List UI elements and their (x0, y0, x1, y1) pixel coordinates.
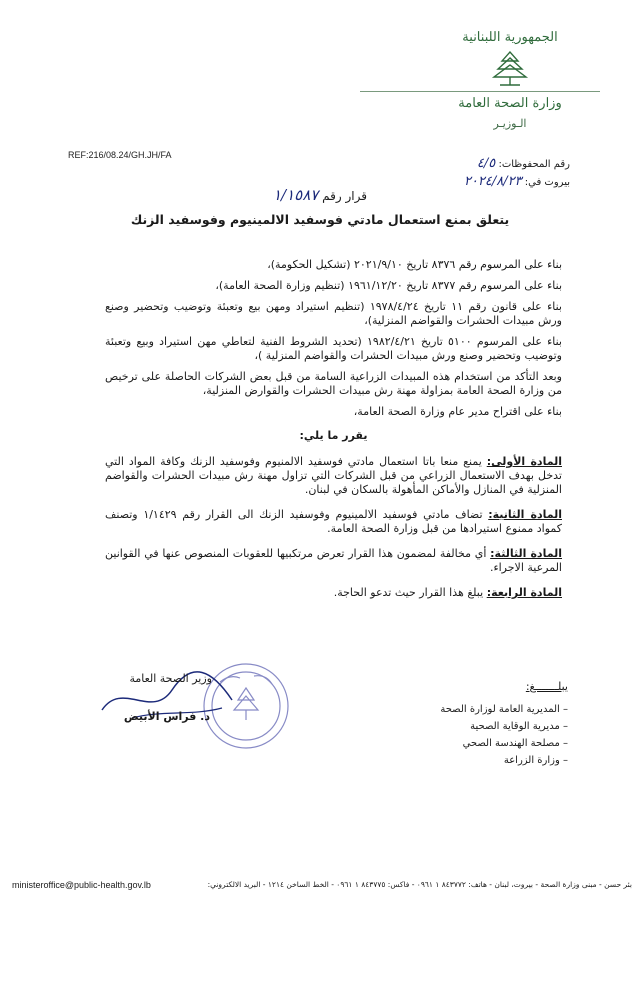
article-title: المادة الثانية: (488, 508, 562, 521)
preamble-clause: بناء على اقتراح مدير عام وزارة الصحة العامة، (353, 405, 562, 418)
decision-number (0, 186, 640, 204)
article-text: يمنع منعا باتا استعمال مادتي فوسفيد الالمنيوم وفوسفيد الزنك وكافة المواد التي تدخل بهدف الاستعمال الزراعي من قبل الشركات التي تزاول مهنة رش مبيدات الحشرات والقواضم المنزلية في المنازل والأماكن المأهولة بالسكان في لبنان. (105, 455, 562, 496)
date-value: ٢٠٢٤/٨/٢٣ (463, 174, 522, 189)
article-text: أي مخالفة لمضمون هذا القرار تعرض مرتكبيها للعقوبات المنصوص عنها في القوانين المرعية الاجراء. (105, 547, 562, 574)
article-text: يبلغ هذا القرار حيث تدعو الحاجة. (333, 586, 487, 599)
letterhead-rule (360, 91, 600, 92)
distribution-item: – مديرية الوقاية الصحية (440, 718, 568, 735)
archive-value: ٤/٥ (476, 156, 496, 171)
article-title: المادة الثالثة: (490, 547, 562, 560)
article (105, 455, 562, 497)
letterhead (420, 30, 600, 130)
article-title: المادة الأولى: (486, 455, 562, 468)
preamble-clause: بناء على المرسوم ٥١٠٠ تاريخ ١٩٨٢/٤/٢١ (تحديد الشروط الفنية لتعاطي مهن استيراد وبيع وتعبئة وتوضيب وتحضير وصنع ورش مبيدات الحشرات والقواضم المنزلية )، (105, 335, 562, 362)
date-label: بيروت في: (524, 177, 570, 188)
decides-heading: يقرر ما يلي: (299, 429, 368, 442)
distribution-item: – وزارة الزراعة (440, 752, 568, 769)
decision-number-value: ١/١٥٨٧ (273, 186, 319, 204)
preamble-clause: بناء على المرسوم رقم ٨٣٧٦ تاريخ ٢٠٢١/٩/١٠ (تشكيل الحكومة)، (267, 258, 562, 271)
signatory-title: وزير الصحة العامة (129, 672, 212, 685)
distribution-item: – المديرية العامة لوزارة الصحة (440, 701, 568, 718)
preamble-clause: بناء على المرسوم رقم ٨٣٧٧ تاريخ ١٩٦١/١٢/٢٠ (تنظيم وزارة الصحة العامة)، (215, 279, 562, 292)
signatory-name: د. فراس الأبيض (123, 710, 210, 723)
reference-number: REF:216/08.24/GH.JH/FA (68, 150, 172, 160)
archive-label: رقم المحفوظات: (498, 159, 570, 170)
distribution-heading: يبلـــــــغ: (525, 680, 568, 693)
footer-email: ministeroffice@public-health.gov.lb (12, 880, 151, 890)
ministry-title: وزارة الصحة العامة (458, 96, 562, 111)
article (105, 547, 562, 575)
preamble-clause: وبعد التأكد من استخدام هذه المبيدات الزراعية السامة من قبل بعض الشركات الحاصلة على ترخيص من وزارة الصحة العامة بمزاولة مهنة رش مبيدات الحشرات والقوارض المنزلية، (105, 370, 562, 397)
document-body (105, 258, 562, 611)
article (105, 586, 562, 600)
footer-address: بئر حسن - مبنى وزارة الصحة - بيروت، لبنان - هاتف: ٨٤٣٧٧٢ ١ ٠٩٦١ - فاكس: ٨٤٣٧٧٥ ١ ٠٩٦١ - الخط الساخن ١٢١٤ - البريد الالكتروني: (207, 880, 632, 889)
decision-label: قرار رقم (322, 189, 367, 203)
decision-subject: يتعلق بمنع استعمال مادتي فوسفيد الالمينيوم وفوسفيد الزنك (130, 212, 510, 227)
article-text: تضاف مادتي فوسفيد الالمينيوم وفوسفيد الزنك الى القرار رقم ١/١٤٢٩ وتصنف كمواد ممنوع استيرادها من قبل وزارة الصحة العامة. (105, 508, 562, 535)
article-title: المادة الرابعة: (486, 586, 562, 599)
preamble-clause: بناء على قانون رقم ١١ تاريخ ١٩٧٨/٤/٢٤ (تنظيم استيراد ومهن بيع وتعبئة وتوضيب وتحضير وصنع ورش مبيدات الحشرات والقواضم المنزلية)، (105, 300, 562, 327)
distribution-list (440, 678, 568, 769)
cedar-icon (488, 49, 532, 89)
article (105, 508, 562, 536)
distribution-item: – مصلحة الهندسة الصحي (440, 735, 568, 752)
minister-title: الـوزيـر (493, 117, 527, 130)
republic-title: الجمهورية اللبنانية (462, 30, 558, 45)
signature-block (70, 672, 290, 772)
